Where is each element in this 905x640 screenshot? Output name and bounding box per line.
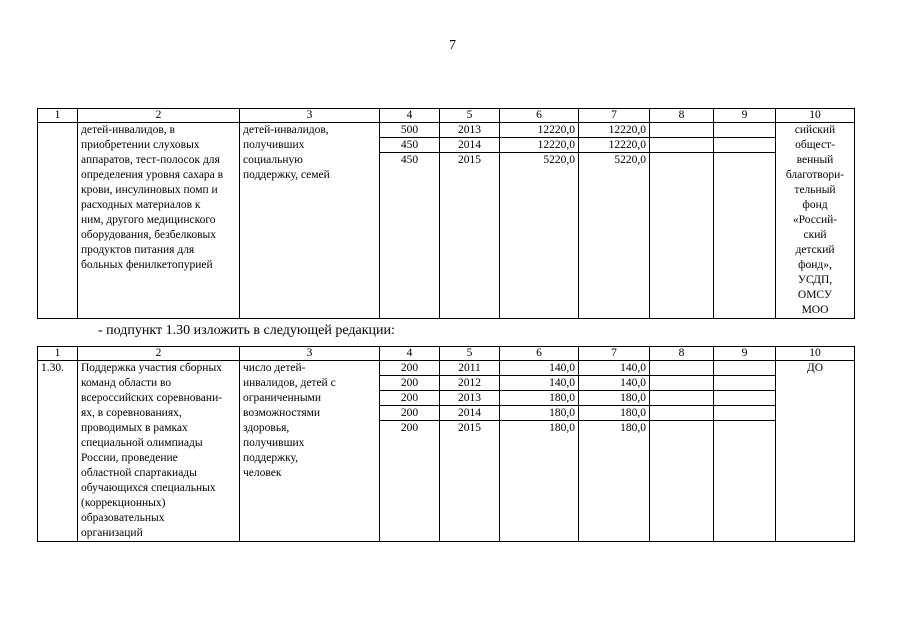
- event-description-cell: [78, 361, 240, 542]
- header-cell: 5: [440, 347, 500, 361]
- col8-cell: [650, 361, 714, 542]
- header-cell: 9: [714, 109, 776, 123]
- header-cell: 5: [440, 109, 500, 123]
- header-row: [38, 109, 855, 123]
- header-cell: 10: [776, 347, 855, 361]
- header-cell: 3: [240, 347, 380, 361]
- value-cell: 500 450 450: [380, 123, 440, 319]
- value-cell: 200 200 200 200 200: [380, 361, 440, 542]
- text-line: Поддержка участия сборных: [81, 362, 222, 374]
- text-line: венный: [796, 154, 834, 166]
- header-cell: 6: [500, 109, 579, 123]
- year-cell: 2011 2012 2013 2014 2015: [440, 361, 500, 542]
- text-line: областной спартакиады: [81, 467, 197, 479]
- text-line: специальной олимпиады: [81, 437, 203, 449]
- text-line: ним, другого медицинского: [81, 214, 216, 226]
- total-funding-cell: 140,0 140,0 180,0 180,0 180,0: [500, 361, 579, 542]
- text-line: продуктов питания для: [81, 244, 195, 256]
- text-line: возможностями: [243, 407, 321, 419]
- text-line: детей-инвалидов, в: [81, 124, 175, 136]
- header-cell: 6: [500, 347, 579, 361]
- text-line: детский: [795, 244, 835, 256]
- text-line: проводимых в рамках: [81, 422, 188, 434]
- table-row: [38, 361, 855, 542]
- header-cell: 1: [38, 347, 78, 361]
- text-line: приобретении слуховых: [81, 139, 200, 151]
- text-line: инвалидов, детей с: [243, 377, 336, 389]
- text-line: больных фенилкетопурией: [81, 259, 213, 271]
- text-line: здоровья,: [243, 422, 290, 434]
- text-line: поддержку, семей: [243, 169, 330, 181]
- text-line: крови, инсулиновых помп и: [81, 184, 218, 196]
- col9-cell: [714, 123, 776, 319]
- text-line: УСДП,: [797, 274, 833, 286]
- text-line: получивших: [243, 139, 305, 151]
- text-line: расходных материалов к: [81, 199, 201, 211]
- header-cell: 10: [776, 109, 855, 123]
- row-number-cell: [38, 123, 78, 319]
- text-line: человек: [243, 467, 282, 479]
- table-row: [38, 123, 855, 319]
- text-line: всероссийских соревновани-: [81, 392, 223, 404]
- text-line: благотвори-: [785, 169, 845, 181]
- header-cell: 2: [78, 109, 240, 123]
- event-description-cell: [78, 123, 240, 319]
- page-number: 7: [449, 38, 456, 53]
- text-line: ях, в соревнованиях,: [81, 407, 182, 419]
- text-line: оборудования, безбелковых: [81, 229, 216, 241]
- header-cell: 9: [714, 347, 776, 361]
- header-cell: 2: [78, 347, 240, 361]
- executor-cell: ДО: [776, 361, 855, 542]
- text-line: число детей-: [243, 362, 306, 374]
- col9-cell: [714, 361, 776, 542]
- executor-cell: [776, 123, 855, 319]
- text-line: России, проведение: [81, 452, 178, 464]
- total-funding-cell: 12220,0 12220,0 5220,0: [500, 123, 579, 319]
- text-line: ский: [803, 229, 827, 241]
- header-row: [38, 347, 855, 361]
- text-line: определения уровня сахара в: [81, 169, 224, 181]
- header-cell: 8: [650, 109, 714, 123]
- text-line: образовательных: [81, 512, 165, 524]
- header-cell: 7: [579, 109, 650, 123]
- text-line: поддержку,: [243, 452, 298, 464]
- text-line: фонд»,: [798, 259, 832, 271]
- header-cell: 4: [380, 347, 440, 361]
- text-line: получивших: [243, 437, 305, 449]
- header-cell: 7: [579, 347, 650, 361]
- budget-funding-cell: 140,0 140,0 180,0 180,0 180,0: [579, 361, 650, 542]
- amendment-note: - подпункт 1.30 изложить в следующей редакции:: [98, 323, 395, 338]
- text-line: ОМСУ: [797, 289, 833, 301]
- text-line: (коррекционных): [81, 497, 166, 509]
- header-cell: 1: [38, 109, 78, 123]
- text-line: тельный: [794, 184, 836, 196]
- text-line: «Россий-: [792, 214, 838, 226]
- text-line: МОО: [801, 304, 829, 316]
- indicator-cell: [240, 361, 380, 542]
- header-cell: 4: [380, 109, 440, 123]
- text-line: команд области во: [81, 377, 172, 389]
- text-line: детей-инвалидов,: [243, 124, 329, 136]
- table-item-1-30: [37, 346, 855, 542]
- header-cell: 8: [650, 347, 714, 361]
- indicator-cell: [240, 123, 380, 319]
- budget-funding-cell: 12220,0 12220,0 5220,0: [579, 123, 650, 319]
- text-line: сийский: [794, 124, 836, 136]
- table-continuation: [37, 108, 855, 319]
- header-cell: 3: [240, 109, 380, 123]
- col8-cell: [650, 123, 714, 319]
- text-line: аппаратов, тест-полосок для: [81, 154, 220, 166]
- row-number-cell: 1.30.: [38, 361, 78, 542]
- text-line: общест-: [795, 139, 835, 151]
- text-line: обучающихся специальных: [81, 482, 216, 494]
- year-cell: 2013 2014 2015: [440, 123, 500, 319]
- text-line: социальную: [243, 154, 303, 166]
- text-line: организаций: [81, 527, 143, 539]
- text-line: ограниченными: [243, 392, 321, 404]
- text-line: фонд: [802, 199, 828, 211]
